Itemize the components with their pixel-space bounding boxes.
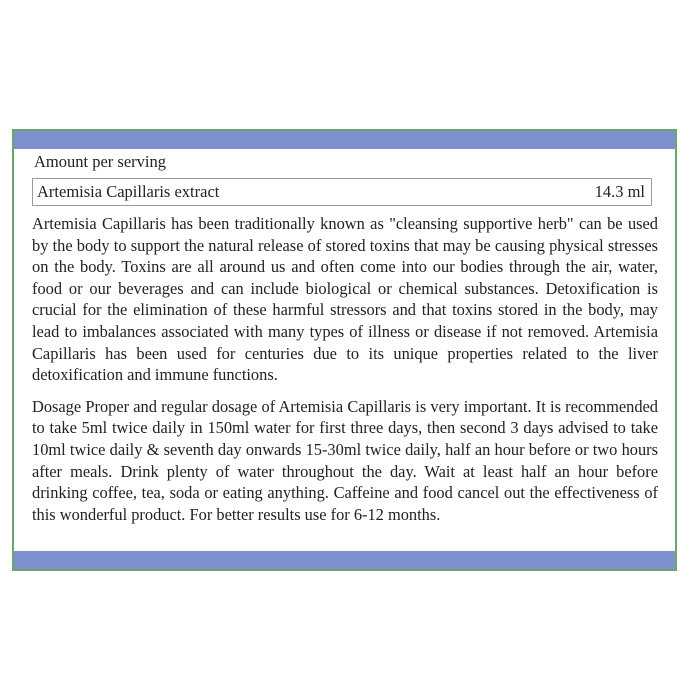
top-color-band bbox=[14, 131, 675, 149]
ingredient-row bbox=[32, 178, 652, 206]
dosage-paragraph: Dosage Proper and regular dosage of Artemisia Capillaris is very important. It is recommended to take 5ml twice daily in 150ml water for first three days, then second 3 days advised to take 10ml twice daily & seventh day onwards 15-30ml twice daily, half an hour before or two hours after meals. Drink plenty of water throughout the day. Wait at least half an hour before drinking coffee, tea, soda or eating anything. Caffeine and food cancel out the effectiveness of this wonderful product. For better results use for 6-12 months. bbox=[32, 396, 658, 524]
supplement-facts-panel bbox=[12, 129, 677, 571]
panel-content bbox=[32, 151, 659, 525]
description-paragraph: Artemisia Capillaris has been traditionally known as "cleansing supportive herb" can be used by the body to support the natural release of stored toxins that may be causing physical stresses on the body. Toxins are all around us and often come into our bodies through the air, water, food or our beverages and can include biological or chemical substances. Detoxification is crucial for the elimination of these harmful stressors and that toxins stored in the body, may lead to imbalances associated with many types of illness or disease if not removed. Artemisia Capillaris has been used for centuries due to its unique properties related to the liver detoxification and immune functions. bbox=[32, 214, 658, 385]
bottom-color-band bbox=[14, 551, 675, 569]
amount-per-serving-label: Amount per serving bbox=[34, 152, 166, 171]
ingredient-amount: 14.3 ml bbox=[594, 182, 645, 201]
ingredient-name: Artemisia Capillaris extract bbox=[37, 182, 220, 201]
